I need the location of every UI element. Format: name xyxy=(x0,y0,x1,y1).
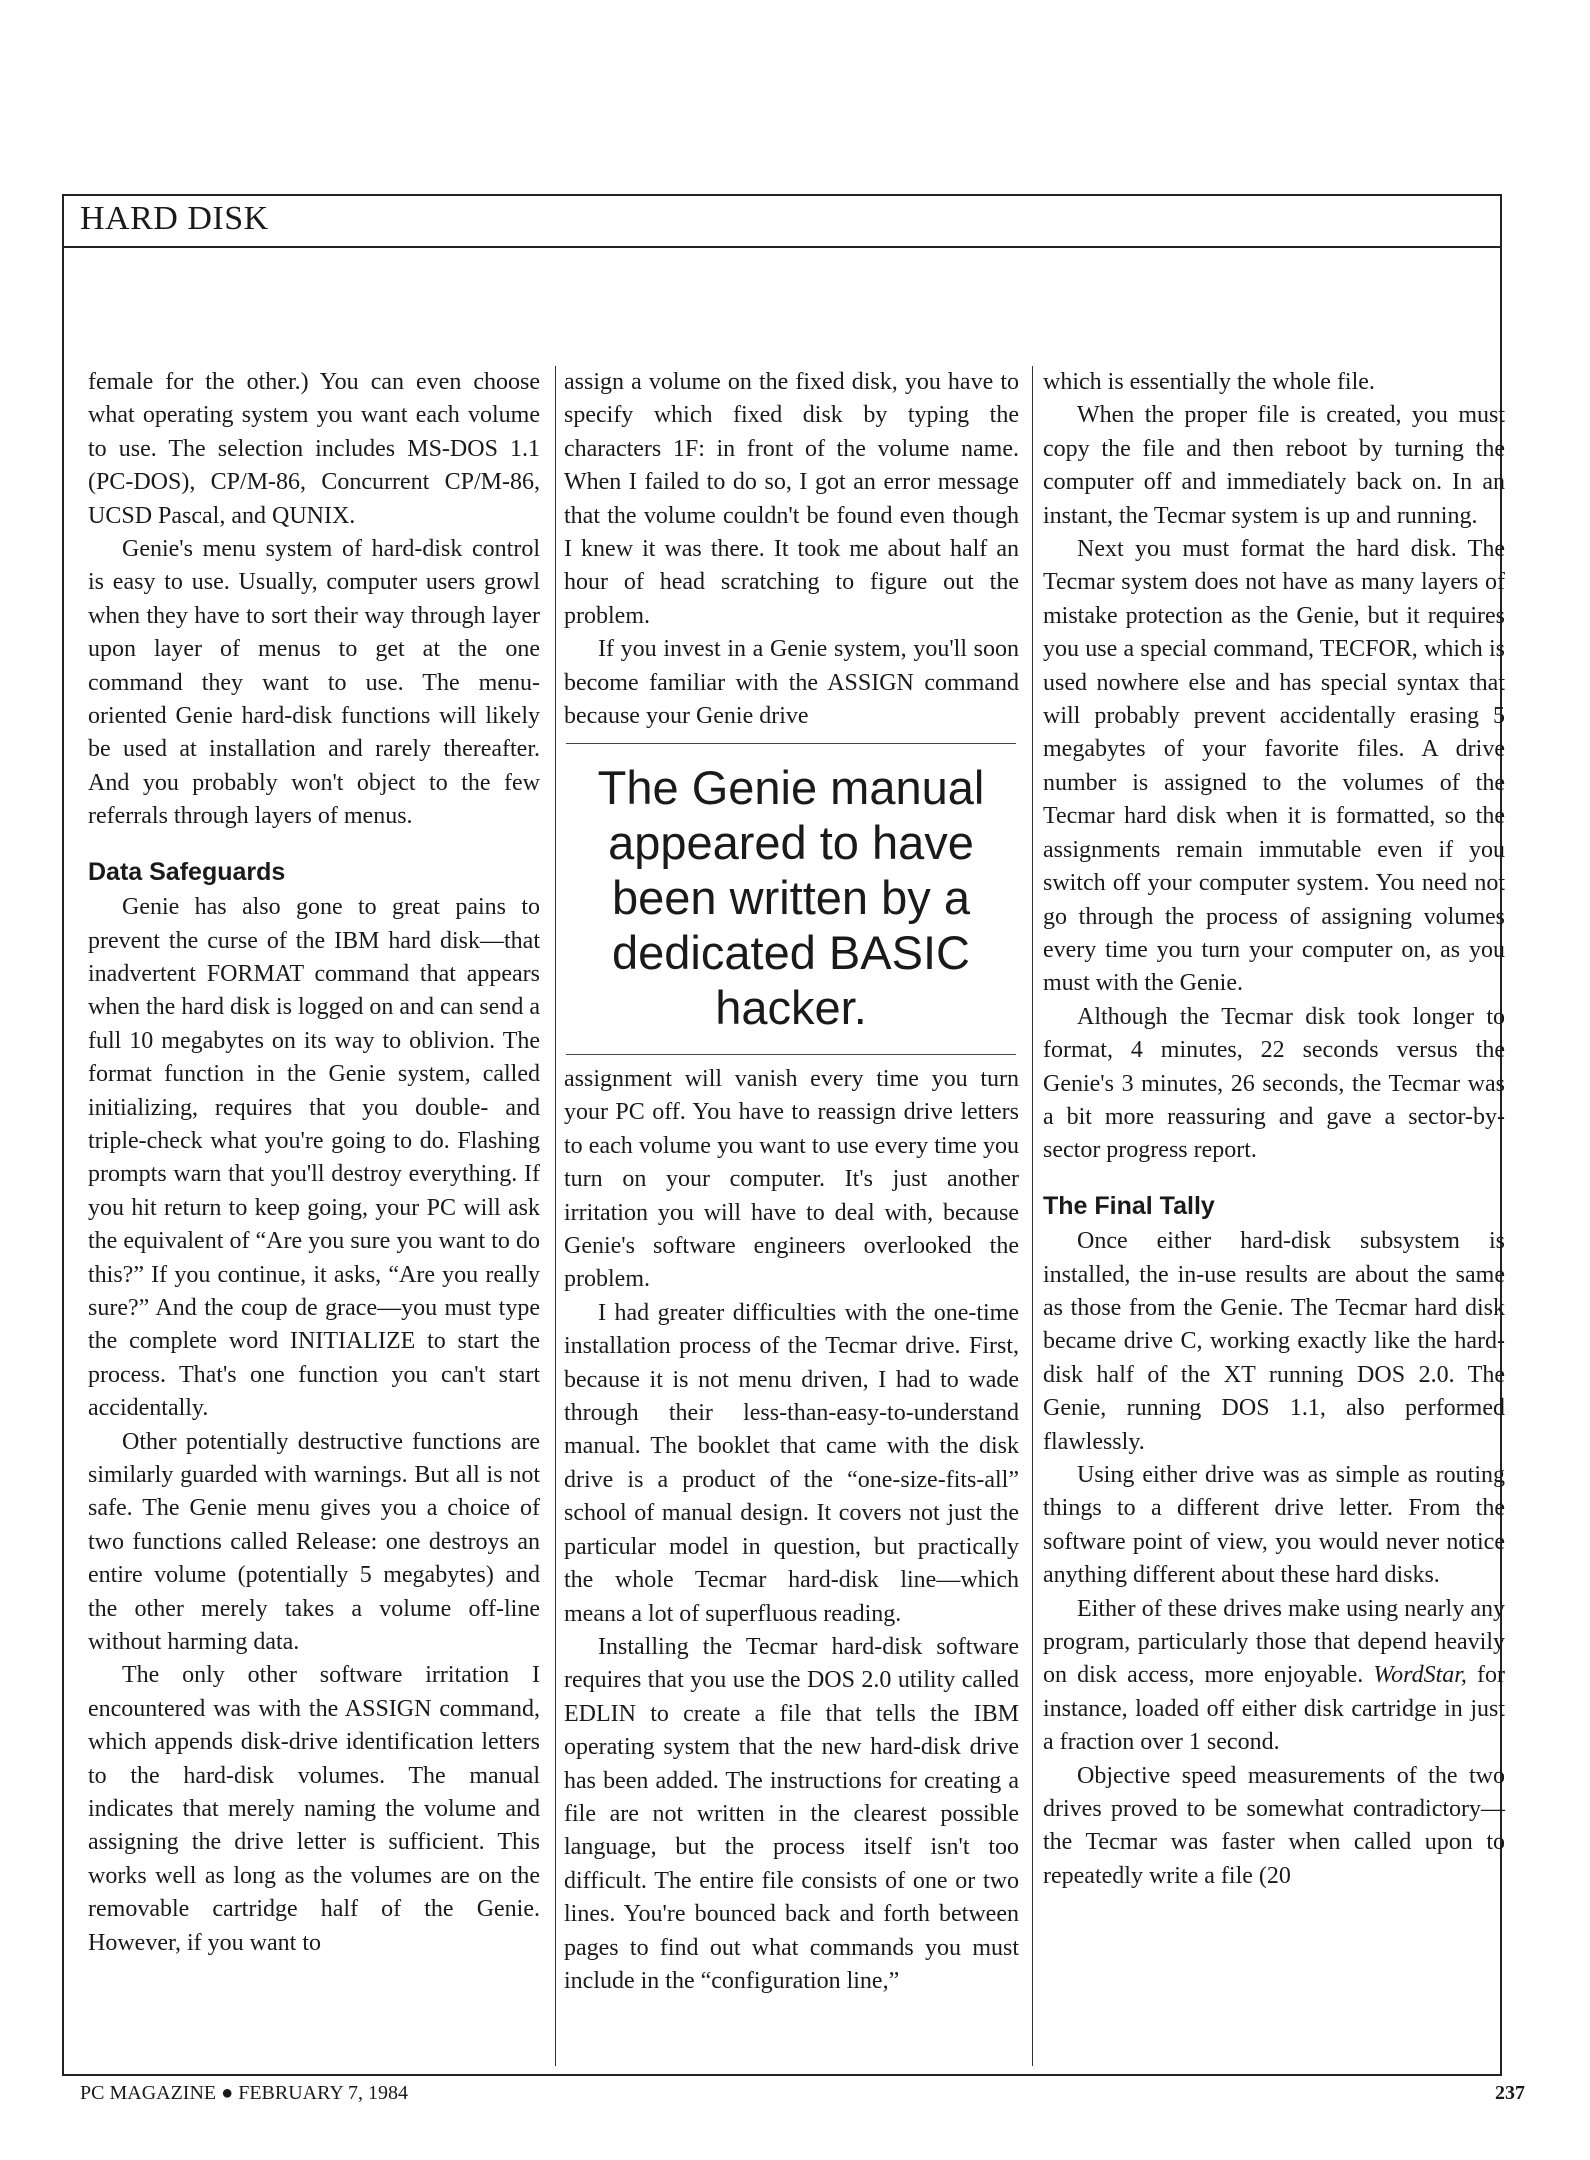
paragraph: Next you must format the hard disk. The Tecmar system does not have as many layers of mistake protection as the Genie, but it requires you use a special command, TECFOR, which is used nowhere else and has special syntax that will probably prevent accidentally erasing 5 megabytes of your favorite files. A drive number is assigned to the volumes of the Tecmar hard disk when it is formatted, so the assignments remain immutable even if you switch off your computer system. You need not go through the process of assigning volumes every time you turn your computer on, as you must with the Genie. xyxy=(1043,536,1505,997)
paragraph: Although the Tecmar disk took longer to format, 4 minutes, 22 seconds versus the Genie's 3 minutes, 26 seconds, the Tecmar was a bit more reassuring and gave a sector-by-sector progress report. xyxy=(1043,1003,1505,1164)
section-header-bar xyxy=(62,194,1502,248)
paragraph: Genie's menu system of hard-disk control is easy to use. Usually, computer users growl when they have to sort their way through layer upon layer of menus to get at the one command they want to use. The menu-oriented Genie hard-disk functions will likely be used at installation and rarely thereafter. And you probably won't object to the few referrals through layers of menus. xyxy=(88,536,540,830)
paragraph: assign a volume on the fixed disk, you have to specify which fixed disk by typing the characters 1F: in front of the volume name. When I failed to do so, I got an error message that the volume couldn't be found even though I knew it was there. It took me about half an hour of head scratching to figure out the problem. xyxy=(564,369,1019,629)
paragraph: If you invest in a Genie system, you'll soon become familiar with the ASSIGN command because your Genie drive xyxy=(564,636,1019,730)
footer-publication: PC MAGAZINE ● FEBRUARY 7, 1984 xyxy=(80,2082,409,2104)
column-1 xyxy=(88,366,540,1960)
subheading-data-safeguards: Data Safeguards xyxy=(88,857,286,886)
column-2-top xyxy=(564,366,1019,733)
paragraph: Other potentially destructive functions are similarly guarded with warnings. But all is not safe. The Genie menu gives you a choice of two functions called Release: one destroys an entire volume (potentially 5 megabytes) and the other merely takes a volume off-line without harming data. xyxy=(88,1428,540,1656)
pull-quote: The Genie manual appeared to have been written by a dedicated BASIC hacker. xyxy=(566,743,1016,1055)
text-run: Either of these drives make using nearly any program, particularly those that depend heavily on disk access, more enjoyable. xyxy=(1043,1595,1505,1689)
paragraph: Installing the Tecmar hard-disk software requires that you use the DOS 2.0 utility called EDLIN to create a file that tells the IBM operating system that the new hard-disk drive has been added. The instructions for creating a file are not written in the clearest possible language, but the process itself isn't too difficult. The entire file consists of one or two lines. You're bounced back and forth between pages to find out what commands you must include in the “configuration line,” xyxy=(564,1633,1019,1994)
paragraph: I had greater difficulties with the one-time installation process of the Tecmar drive. First, because it is not menu driven, I had to wade through their less-than-easy-to-understand manual. The booklet that came with the disk drive is a product of the “one-size-fits-all” school of manual design. It covers not just the particular model in question, but practically the whole Tecmar hard-disk line—which means a lot of superfluous reading. xyxy=(564,1299,1019,1627)
paragraph: Once either hard-disk subsystem is installed, the in-use results are about the same as those from the Genie. The Tecmar hard disk became drive C, working exactly like the hard-disk half of the XT running DOS 2.0. The Genie, running DOS 1.1, also performed flawlessly. xyxy=(1043,1228,1505,1455)
subheading-final-tally: The Final Tally xyxy=(1043,1191,1215,1220)
paragraph: Using either drive was as simple as routing things to a different drive letter. From the software point of view, you would never notice anything different about these hard disks. xyxy=(1043,1462,1505,1589)
italic-title: WordStar, xyxy=(1373,1662,1467,1689)
column-3 xyxy=(1043,366,1505,1893)
paragraph xyxy=(1043,1593,1505,1760)
page-number: 237 xyxy=(1495,2082,1525,2104)
column-rule-left xyxy=(555,366,556,2066)
paragraph: The only other software irritation I encountered was with the ASSIGN command, which appends disk-drive identification letters to the hard-disk volumes. The manual indicates that merely naming the volume and assigning the drive letter is sufficient. This works well as long as the volumes are on the removable cartridge half of the Genie. However, if you want to xyxy=(88,1662,540,1956)
paragraph: Genie has also gone to great pains to prevent the curse of the IBM hard disk—that inadvertent FORMAT command that appears when the hard disk is logged on and can send a full 10 megabytes on its way to oblivion. The format function in the Genie system, called initializing, requires that you double- and triple-check what you're going to do. Flashing prompts warn that you'll destroy everything. If you hit return to keep going, your PC will ask the equivalent of “Are you sure you want to do this?” If you continue, it asks, “Are you really sure?” And the coup de grace—you must type the complete word INITIALIZE to start the process. That's one function you can't start accidentally. xyxy=(88,894,540,1422)
paragraph: assignment will vanish every time you turn your PC off. You have to reassign drive letters to each volume you want to use every time you turn on your computer. It's just another irritation you will have to deal with, because Genie's software engineers overlooked the problem. xyxy=(564,1066,1019,1293)
paragraph: Objective speed measurements of the two drives proved to be somewhat contradictory—the Tecmar was faster when called upon to repeatedly write a file (20 xyxy=(1043,1762,1505,1889)
paragraph: When the proper file is created, you must copy the file and then reboot by turning the computer off and immediately back on. In an instant, the Tecmar system is up and running. xyxy=(1043,402,1505,529)
paragraph: female for the other.) You can even choose what operating system you want each volume to use. The selection includes MS-DOS 1.1 (PC-DOS), CP/M-86, Concurrent CP/M-86, UCSD Pascal, and QUNIX. xyxy=(88,369,540,529)
section-title: HARD DISK xyxy=(80,200,269,237)
column-rule-right xyxy=(1032,366,1033,2066)
paragraph: which is essentially the whole file. xyxy=(1043,369,1375,395)
column-2-bottom xyxy=(564,1063,1019,1998)
text-run: for instance, loaded off either disk cartridge in just a fraction over 1 second. xyxy=(1043,1662,1506,1756)
